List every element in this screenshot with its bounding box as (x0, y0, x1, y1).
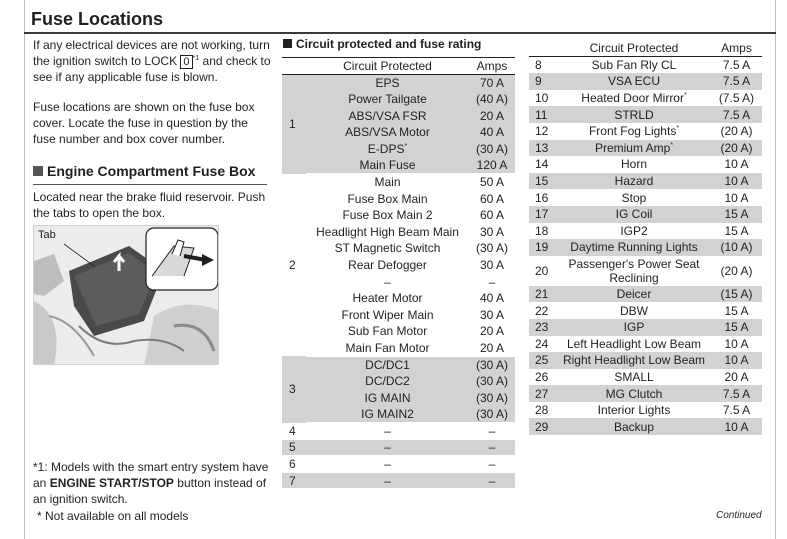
table-row (529, 369, 762, 386)
circuit-name-text: – (384, 440, 391, 455)
amp-rating: (20 A) (720, 124, 753, 139)
circuit-name-text: Interior Lights (597, 403, 671, 418)
circuit-name (557, 385, 711, 402)
circuit-name-text: DC/DC2 (365, 374, 410, 389)
amp-rating: (40 A) (469, 91, 515, 108)
circuit-name (557, 173, 711, 190)
fuse-number: 18 (535, 223, 549, 238)
circuit-name (306, 107, 469, 124)
amp-rating: 50 A (479, 175, 505, 190)
amp-rating: – (469, 456, 515, 473)
amp-rating: – (469, 472, 515, 489)
amp-rating: (10 A) (711, 239, 762, 256)
intro-p1-start: If any electrical devices are not working, turn the ignition switch to LOCK (33, 38, 270, 68)
availability-marker: * (404, 142, 408, 150)
section-square-icon (33, 166, 43, 176)
amp-rating: 60 A (479, 208, 505, 223)
fuse-number: 10 (535, 91, 549, 106)
table-row (282, 306, 515, 323)
circuit-name-text: STRLD (614, 107, 654, 122)
fuse-number: 22 (535, 303, 549, 318)
amp-rating: 7.5 A (711, 73, 762, 90)
table-row (282, 389, 515, 406)
amp-rating: 15 A (711, 319, 762, 336)
fuse-number: 26 (535, 369, 549, 384)
table-row (529, 173, 762, 190)
availability-marker: * (683, 92, 687, 100)
circuit-name (557, 256, 711, 286)
fuse-number: 13 (529, 140, 557, 157)
amp-rating: 70 A (469, 74, 515, 91)
table-row (282, 439, 515, 456)
circuit-name-text: Hazard (614, 174, 654, 189)
continued-label: Continued (716, 510, 762, 521)
table-row (529, 90, 762, 107)
table2-header-row (529, 40, 762, 57)
lock-footnote-ref: *1 (192, 55, 200, 62)
circuit-name (557, 319, 711, 336)
amp-rating: 7.5 A (722, 403, 751, 418)
circuit-name-text: Heater Motor (352, 291, 423, 306)
amp-rating: 40 A (479, 291, 505, 306)
circuit-name (557, 140, 711, 157)
circuit-name (306, 124, 469, 141)
circuit-name-text: – (384, 473, 391, 488)
amp-rating: (20 A) (720, 263, 753, 278)
circuit-name-text: Front Fog Lights (588, 124, 677, 139)
circuit-name (306, 323, 469, 340)
circuit-name (306, 273, 469, 290)
circuit-name-text: Backup (613, 419, 655, 434)
location-text: Located near the brake fluid reservoir. Push the tabs to open the box. (33, 190, 266, 220)
fuse-number: 3 (282, 356, 306, 422)
circuit-name-text: Sub Fan Motor (347, 324, 428, 339)
circuit-name (557, 156, 711, 173)
amp-rating: 15 A (711, 206, 762, 223)
circuit-name-text: EPS (375, 75, 400, 90)
amp-rating: 7.5 A (711, 106, 762, 123)
circuit-name-text: Main Fuse (359, 158, 416, 173)
table-row (529, 156, 762, 173)
circuit-name-text: Horn (620, 157, 647, 172)
fuse-number: 21 (529, 286, 557, 303)
circuit-name-text: – (384, 457, 391, 472)
section-heading-text: Engine Compartment Fuse Box (47, 163, 256, 179)
amp-rating: 10 A (711, 418, 762, 435)
footnote-tail: button instead of an ignition switch. (33, 476, 267, 506)
table-row (282, 472, 515, 489)
circuit-name (306, 74, 469, 91)
fuse-number: 17 (529, 206, 557, 223)
table-row (282, 91, 515, 108)
circuit-name-text: Right Headlight Low Beam (562, 353, 706, 368)
fuse-box-drawing (34, 226, 219, 365)
circuit-name (306, 190, 469, 207)
amp-rating: 30 A (479, 307, 505, 322)
fuse-number: 5 (282, 439, 306, 456)
fuse-box-illustration (33, 225, 219, 365)
circuit-name (557, 106, 711, 123)
amp-rating: 30 A (479, 257, 505, 272)
table-row (282, 174, 515, 191)
circuit-name-text: Main Fan Motor (345, 340, 430, 355)
circuit-name-text: IG MAIN (364, 390, 411, 405)
circuit-name-text: Main (374, 175, 401, 190)
table1-col-num (282, 58, 306, 75)
circuit-name (557, 206, 711, 223)
table2-col-num (529, 40, 557, 57)
table-row (282, 373, 515, 390)
fuse-number: 24 (535, 336, 549, 351)
circuit-name-text: Rear Defogger (348, 257, 427, 272)
circuit-name (306, 257, 469, 274)
amp-rating: 10 A (711, 173, 762, 190)
intro-paragraph-1 (33, 37, 273, 85)
circuit-name-text: Sub Fan Rly CL (591, 58, 677, 73)
title-bar (24, 6, 776, 34)
circuit-name-text: IGP2 (620, 223, 648, 238)
fuse-number: 2 (289, 257, 296, 272)
amp-rating: (30 A) (469, 406, 515, 423)
amp-rating: (20 A) (711, 140, 762, 157)
circuit-name-text: ABS/VSA Motor (345, 125, 430, 140)
tab-callout-label: Tab (38, 229, 56, 241)
availability-marker: * (676, 125, 680, 133)
circuit-name-text: Headlight High Beam Main (316, 224, 459, 239)
circuit-name-text: Fuse Box Main 2 (342, 208, 433, 223)
circuit-name (306, 340, 469, 357)
circuit-name-text: Premium Amp (594, 140, 671, 155)
fuse-number: 12 (535, 124, 549, 139)
circuit-name-text: Power Tailgate (348, 91, 427, 106)
circuit-name (306, 290, 469, 307)
circuit-name (557, 57, 711, 74)
fuse-number: 6 (282, 456, 306, 473)
table-row (529, 418, 762, 435)
fuse-number: 23 (529, 319, 557, 336)
fuse-number: 7 (282, 472, 306, 489)
table-row (529, 206, 762, 223)
table-row (529, 319, 762, 336)
table1-heading-text: Circuit protected and fuse rating (296, 37, 482, 51)
circuit-name (557, 418, 711, 435)
circuit-name-text: Deicer (616, 287, 652, 302)
table2-col-amps: Amps (711, 40, 762, 57)
table-row (529, 352, 762, 369)
table-row (529, 140, 762, 157)
amp-rating: 15 A (724, 303, 749, 318)
amp-rating: (15 A) (711, 286, 762, 303)
intro-paragraph-2: Fuse locations are shown on the fuse box cover. Locate the fuse in question by the fuse number and box cover number. (33, 100, 255, 146)
circuit-name (306, 373, 469, 390)
amp-rating: 30 A (479, 224, 505, 239)
table-row (529, 123, 762, 140)
table-row (529, 189, 762, 206)
amp-rating: 40 A (469, 124, 515, 141)
table1-col-amps: Amps (469, 58, 515, 75)
table-row (529, 223, 762, 240)
circuit-name (557, 239, 711, 256)
intro-p1-end: and check to see if any applicable fuse is blown. (33, 54, 271, 84)
section-heading (33, 163, 267, 185)
fuse-number: 28 (535, 403, 549, 418)
footnote-text: *1: Models with the smart entry system have an (33, 460, 269, 490)
availability-marker: * (670, 141, 674, 149)
fuse-number: 9 (529, 73, 557, 90)
fuse-number: 20 (535, 263, 549, 278)
circuit-name (306, 207, 469, 224)
availability-note: * Not available on all models (37, 509, 189, 523)
circuit-name (306, 306, 469, 323)
amp-rating: 120 A (469, 157, 515, 174)
amp-rating: – (469, 439, 515, 456)
table2-col-circuit: Circuit Protected (557, 40, 711, 57)
table-row (282, 406, 515, 423)
circuit-name (306, 472, 469, 489)
table1-col-circuit: Circuit Protected (306, 58, 469, 75)
fuse-number: 25 (529, 352, 557, 369)
table-row (529, 336, 762, 353)
table-row (529, 239, 762, 256)
amp-rating: – (488, 274, 496, 289)
amp-rating: (7.5 A) (718, 91, 755, 106)
footnote-bold: ENGINE START/STOP (49, 476, 174, 490)
circuit-name-text: Stop (621, 190, 647, 205)
page-title: Fuse Locations (31, 9, 164, 29)
table-row (282, 140, 515, 157)
amp-rating: 7.5 A (722, 58, 751, 73)
circuit-name-text: Front Wiper Main (341, 307, 434, 322)
circuit-name-text: DBW (620, 303, 648, 318)
amp-rating: (30 A) (469, 356, 515, 373)
circuit-name (557, 369, 711, 386)
table-row (282, 207, 515, 224)
amp-rating: (30 A) (469, 389, 515, 406)
circuit-name (306, 140, 469, 157)
table-row (529, 402, 762, 419)
circuit-name (306, 423, 469, 440)
table-row (282, 423, 515, 440)
circuit-name-text: IG MAIN2 (361, 407, 414, 422)
table1-heading (283, 37, 481, 51)
amp-rating: (30 A) (475, 241, 508, 256)
table-row (282, 456, 515, 473)
table-row (282, 356, 515, 373)
amp-rating: 20 A (469, 107, 515, 124)
fuse-number: 14 (535, 157, 549, 172)
amp-rating: 20 A (724, 369, 749, 384)
circuit-name (557, 286, 711, 303)
amp-rating: 10 A (724, 190, 749, 205)
circuit-name (557, 123, 711, 140)
circuit-name (557, 223, 711, 240)
circuit-name-text: DC/DC1 (365, 357, 410, 372)
table-row (282, 190, 515, 207)
circuit-name-text: Left Headlight Low Beam (566, 336, 702, 351)
amp-rating: 10 A (711, 352, 762, 369)
amp-rating: 20 A (469, 340, 515, 357)
circuit-name (306, 157, 469, 174)
table-row (529, 286, 762, 303)
amp-rating: – (469, 423, 515, 440)
circuit-name-text: E-DPS (367, 141, 405, 156)
circuit-name-text: – (384, 274, 391, 289)
fuse-number: 4 (282, 423, 306, 440)
fuse-number: 29 (529, 418, 557, 435)
circuit-name (557, 189, 711, 206)
circuit-name (306, 356, 469, 373)
circuit-name-text: – (384, 423, 391, 438)
fuse-table-1 (282, 57, 515, 489)
circuit-name-text: Heated Door Mirror (581, 91, 684, 106)
table-row (529, 256, 762, 286)
fuse-number: 11 (529, 106, 557, 123)
circuit-name-text: MG Clutch (605, 386, 663, 401)
circuit-name-text: ST Magnetic Switch (334, 241, 441, 256)
circuit-name (306, 240, 469, 257)
fuse-number: 15 (529, 173, 557, 190)
table-row (529, 302, 762, 319)
circuit-name-text: IG Coil (615, 207, 653, 222)
table-row (282, 340, 515, 357)
table-row (529, 106, 762, 123)
circuit-name (557, 302, 711, 319)
fuse-table-2 (529, 40, 762, 435)
footnote (33, 459, 273, 507)
circuit-name (306, 174, 469, 191)
circuit-name (557, 336, 711, 353)
table1-header-row (282, 58, 515, 75)
circuit-name (557, 352, 711, 369)
table-row (282, 240, 515, 257)
table-row (282, 157, 515, 174)
circuit-name (306, 456, 469, 473)
amp-rating: (30 A) (469, 140, 515, 157)
circuit-name-text: SMALL (614, 369, 654, 384)
amp-rating: 7.5 A (711, 385, 762, 402)
table-row (282, 290, 515, 307)
amp-rating: 20 A (479, 324, 505, 339)
circuit-name (306, 406, 469, 423)
lock-symbol: 0 (180, 55, 192, 69)
table-row (282, 74, 515, 91)
amp-rating: 60 A (479, 191, 505, 206)
circuit-name-text: Fuse Box Main (347, 191, 428, 206)
circuit-name-text: Passenger's Power Seat Reclining (568, 256, 700, 285)
circuit-name (306, 389, 469, 406)
amp-rating: 10 A (724, 336, 749, 351)
table-row (282, 107, 515, 124)
circuit-name-text: Daytime Running Lights (570, 240, 698, 255)
circuit-name (306, 91, 469, 108)
circuit-name-text: IGP (623, 320, 645, 335)
fuse-number: 16 (535, 190, 549, 205)
circuit-name (557, 73, 711, 90)
circuit-name (306, 223, 469, 240)
table-row (529, 385, 762, 402)
table-row (529, 73, 762, 90)
table-row (282, 323, 515, 340)
fuse-number: 1 (282, 74, 306, 174)
circuit-name-text: ABS/VSA FSR (348, 108, 427, 123)
table-row (282, 223, 515, 240)
circuit-name-text: VSA ECU (607, 74, 661, 89)
circuit-name (557, 402, 711, 419)
heading-square-icon (283, 39, 292, 48)
circuit-name (557, 90, 711, 107)
fuse-number: 8 (535, 58, 542, 73)
fuse-number: 27 (529, 385, 557, 402)
amp-rating: 15 A (724, 223, 749, 238)
table-row (282, 257, 515, 274)
circuit-name (306, 439, 469, 456)
table-row (282, 273, 515, 290)
amp-rating: (30 A) (469, 373, 515, 390)
table-row (282, 124, 515, 141)
intro-text (33, 37, 273, 161)
table-row (529, 57, 762, 74)
amp-rating: 10 A (724, 157, 749, 172)
fuse-number: 19 (529, 239, 557, 256)
